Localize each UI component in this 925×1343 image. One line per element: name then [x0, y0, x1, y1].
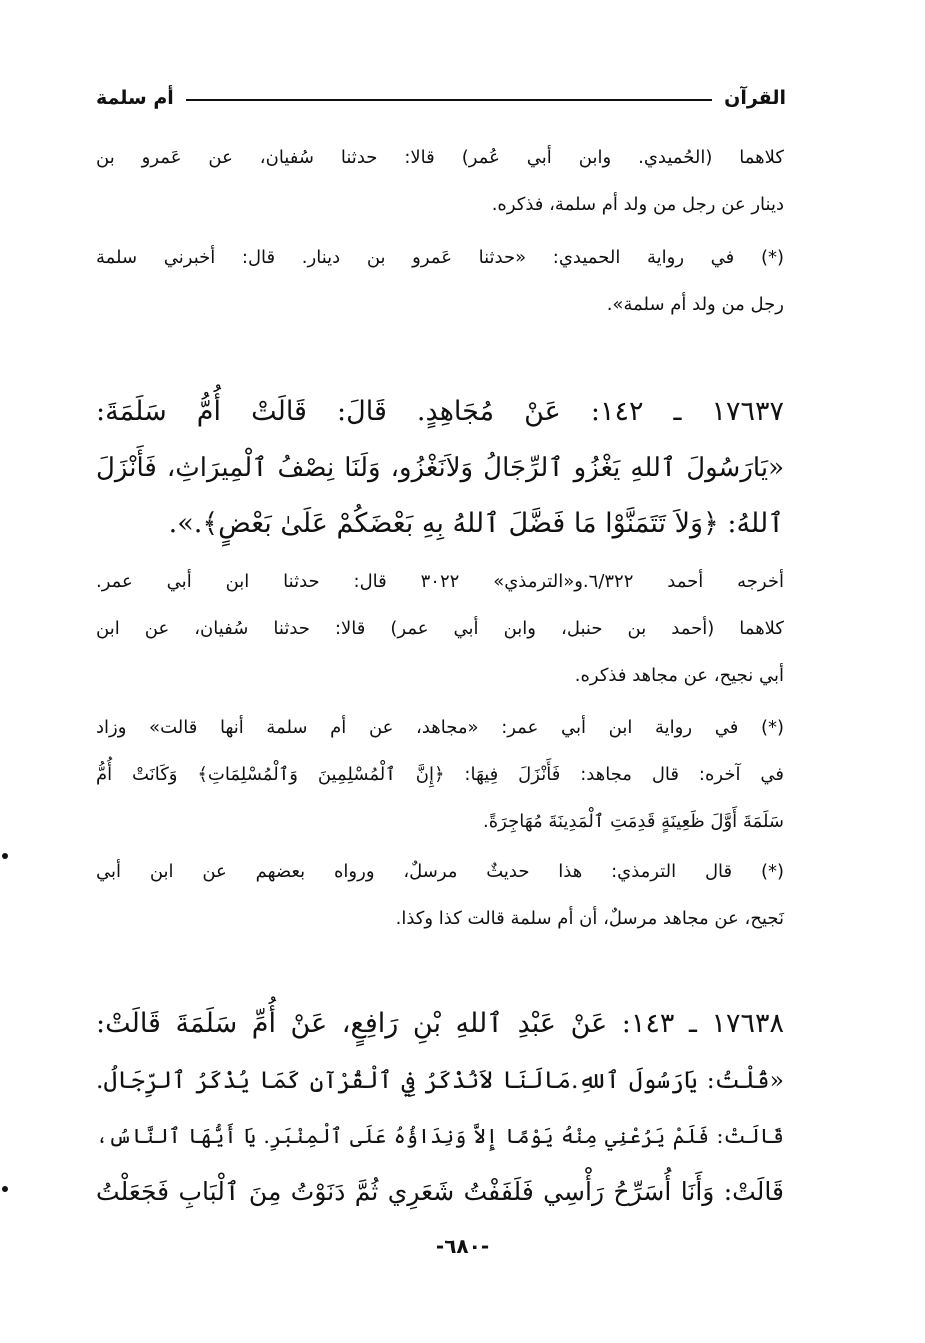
margin-dot: [2, 1186, 8, 1192]
text-line: (*) في رواية الحميدي: «حدثنا عَمرو بن دينار. قال: أخبرني سلمة: [96, 247, 784, 268]
hadith-line: «يَارَسُولَ ٱللهِ يَغْزُو ٱلرِّجَالُ وَلاَنَغْزُو، وَلَنَا نِصْفُ ٱلْمِيرَاثِ، فَأَنْزَلَ: [96, 453, 784, 483]
text-line: رجل من ولد أم سلمة».: [606, 294, 784, 315]
text-line: كلاهما (أحمد بن حنبل، وابن أبي عمر) قالا: حدثنا سُفيان، عن ابن: [96, 618, 784, 639]
hadith-text-17638: [96, 996, 784, 1220]
hadith-line: قَالَتْ: فَلَمْ يَرُعْنِي مِنْهُ يَوْمًا إِلاَّ وَنِدَاؤُهُ عَلَى ٱلْمِنْبَرِ. يَا أَيُّهَا ٱلنَّاسُ،: [96, 1124, 784, 1148]
text-line: أبي نجيح، عن مجاهد فذكره.: [574, 665, 784, 686]
text-line: في آخره: قال مجاهد: فَأَنْزَلَ فِيهَا: ﴿إِنَّ ٱلْمُسْلِمِينَ وَٱلْمُسْلِمَاتِ﴾ وَكَانَتْ أُمُّ: [96, 764, 784, 785]
hadith-line: ٱللهُ: ﴿وَلاَ تَتَمَنَّوْا مَا فَضَّلَ ٱللهُ بِهِ بَعْضَكُمْ عَلَىٰ بَعْضٍ﴾.».: [168, 508, 784, 539]
margin-dot: [2, 853, 8, 859]
text-line: سَلَمَةَ أَوَّلَ ظَعِينَةٍ قَدِمَتِ ٱلْمَدِينَةَ مُهَاجِرَةً.: [483, 811, 784, 832]
hadith-line: ١٧٦٣٨ ـ ١٤٣: عَنْ عَبْدِ ٱللهِ بْنِ رَافِعٍ، عَنْ أُمِّ سَلَمَةَ قَالَتْ:: [96, 1008, 784, 1039]
hadith-line: قَالَتْ: وَأَنَا أُسَرِّحُ رَأْسِي فَلَفَفْتُ شَعَرِي ثُمَّ دَنَوْتُ مِنَ ٱلْبَابِ فَجَعَلْتُ: [96, 1177, 784, 1206]
hadith-line: ١٧٦٣٧ ـ ١٤٢: عَنْ مُجَاهِدٍ. قَالَ: قَالَتْ أُمُّ سَلَمَةَ:: [96, 396, 785, 427]
isnad-paragraph: [96, 134, 784, 228]
text-line: أخرجه أحمد ٦/٣٢٢.و«الترمذي» ٣٠٢٢ قال: حدثنا ابن أبي عمر.: [96, 571, 784, 592]
note-paragraph: [96, 234, 784, 328]
takhrij-paragraph: [96, 558, 784, 699]
text-line: (*) في رواية ابن أبي عمر: «مجاهد، عن أم سلمة أنها قالت» وزاد: [96, 717, 784, 738]
text-line: كلاهما (الحُميدي. وابن أبي عُمر) قالا: حدثنا سُفيان، عن عَمرو بن: [96, 147, 784, 168]
header-right-title: القرآن: [724, 87, 786, 109]
page-number: -٦٨٠-: [435, 1234, 490, 1258]
header-rule: [186, 99, 712, 101]
running-header: [96, 84, 786, 112]
hadith-text-17637: [96, 384, 784, 552]
text-line: (*) قال الترمذي: هذا حديثٌ مرسلٌ، ورواه بعضهم عن ابن أبي: [96, 861, 784, 882]
text-line: دينار عن رجل من ولد أم سلمة، فذكره.: [491, 194, 784, 215]
note-paragraph: [96, 848, 784, 942]
note-paragraph: [96, 704, 784, 845]
hadith-line: «قُلْتُ: يَارَسُولَ ٱللهِ.مَالَنَا لاَنُذْكَرُ فِي ٱلْقُرْآنِ كَمَا يُذْكَرُ ٱلرِّجَالُ.: [96, 1066, 784, 1094]
header-left-title: أم سلمة: [96, 87, 174, 109]
text-line: نَجيح، عن مجاهد مرسلٌ، أن أم سلمة قالت كذا وكذا.: [395, 908, 784, 929]
